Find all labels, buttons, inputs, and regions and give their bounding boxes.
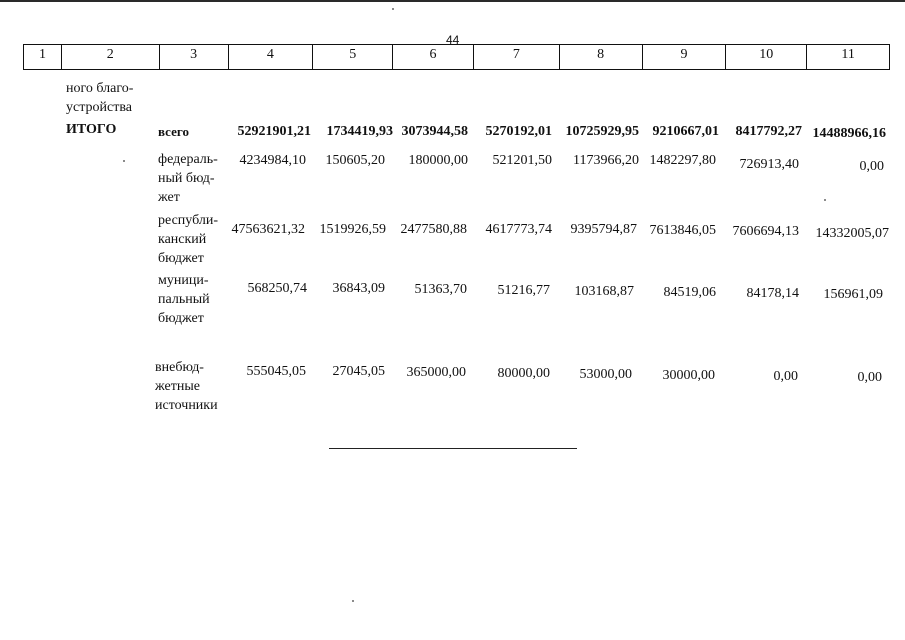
cell-republican-col8: 9395794,87 bbox=[570, 222, 637, 237]
cell-extrabudgetary-col4: 555045,05 bbox=[246, 364, 306, 379]
cell-extrabudgetary-col9: 30000,00 bbox=[662, 368, 715, 383]
cell-municipal-col9: 84519,06 bbox=[663, 285, 716, 300]
cell-federal-col5: 150605,20 bbox=[325, 153, 385, 168]
cell-extrabudgetary-col6: 365000,00 bbox=[406, 365, 466, 380]
cell-total-col7: 5270192,01 bbox=[485, 124, 552, 139]
row-label-republican: республи- канский бюджет bbox=[158, 213, 218, 266]
cell-federal-col10: 726913,40 bbox=[739, 157, 799, 172]
header-col-4: 4 bbox=[228, 45, 313, 69]
cell-federal-col8: 1173966,20 bbox=[573, 153, 639, 168]
cell-total-col10: 8417792,27 bbox=[735, 124, 802, 139]
cell-municipal-col10: 84178,14 bbox=[746, 286, 799, 301]
cell-total-col8: 10725929,95 bbox=[565, 124, 639, 139]
cell-republican-col5: 1519926,59 bbox=[319, 222, 386, 237]
cell-federal-col11: 0,00 bbox=[859, 159, 884, 174]
cell-extrabudgetary-col10: 0,00 bbox=[773, 369, 798, 384]
header-col-9: 9 bbox=[642, 45, 726, 69]
header-col-5: 5 bbox=[312, 45, 392, 69]
column-number-header bbox=[23, 44, 890, 70]
cell-republican-col6: 2477580,88 bbox=[400, 222, 467, 237]
cell-federal-col9: 1482297,80 bbox=[649, 153, 716, 168]
cell-republican-col7: 4617773,74 bbox=[485, 222, 552, 237]
cell-municipal-col4: 568250,74 bbox=[247, 281, 307, 296]
cell-federal-col6: 180000,00 bbox=[408, 153, 468, 168]
cell-municipal-col7: 51216,77 bbox=[497, 283, 550, 298]
cell-total-col11: 14488966,16 bbox=[812, 126, 886, 141]
header-col-7: 7 bbox=[473, 45, 559, 69]
header-col-6: 6 bbox=[392, 45, 473, 69]
cell-extrabudgetary-col11: 0,00 bbox=[857, 370, 882, 385]
cell-republican-col10: 7606694,13 bbox=[732, 224, 799, 239]
row-label-municipal: муници- пальный бюджет bbox=[158, 273, 210, 326]
header-col-1: 1 bbox=[38, 47, 46, 62]
cell-municipal-col8: 103168,87 bbox=[574, 284, 634, 299]
header-col-10: 10 bbox=[725, 45, 806, 69]
scan-speck bbox=[123, 160, 125, 162]
cell-republican-col11: 14332005,07 bbox=[815, 226, 889, 241]
scan-speck bbox=[352, 600, 354, 602]
cell-extrabudgetary-col5: 27045,05 bbox=[332, 364, 385, 379]
cell-municipal-col11: 156961,09 bbox=[823, 287, 883, 302]
header-col-8: 8 bbox=[559, 45, 642, 69]
header-col-2: 2 bbox=[61, 45, 159, 69]
cell-extrabudgetary-col8: 53000,00 bbox=[579, 367, 632, 382]
page-number: 44 bbox=[446, 33, 460, 47]
scan-speck bbox=[824, 199, 826, 201]
scan-speck bbox=[392, 8, 394, 10]
row-label-extrabudgetary: внебюд- жетные источники bbox=[155, 360, 218, 413]
cell-total-col9: 9210667,01 bbox=[652, 124, 719, 139]
continuation-label: ного благо- устройства bbox=[66, 81, 134, 115]
cell-extrabudgetary-col7: 80000,00 bbox=[497, 366, 550, 381]
header-col-3: 3 bbox=[159, 45, 228, 69]
cell-republican-col4: 47563621,32 bbox=[231, 222, 305, 237]
cell-municipal-col5: 36843,09 bbox=[332, 281, 385, 296]
cell-republican-col9: 7613846,05 bbox=[649, 223, 716, 238]
cell-federal-col7: 521201,50 bbox=[492, 153, 552, 168]
cell-municipal-col6: 51363,70 bbox=[414, 282, 467, 297]
cell-total-col4: 52921901,21 bbox=[237, 124, 311, 139]
closing-rule bbox=[329, 448, 577, 449]
cell-federal-col4: 4234984,10 bbox=[239, 153, 306, 168]
total-label: ИТОГО bbox=[66, 122, 117, 137]
page-top-edge bbox=[0, 0, 905, 2]
header-col-11: 11 bbox=[806, 45, 889, 69]
cell-total-col6: 3073944,58 bbox=[401, 124, 468, 139]
row-label-total: всего bbox=[158, 124, 189, 139]
cell-total-col5: 1734419,93 bbox=[326, 124, 393, 139]
row-label-federal: федераль- ный бюд- жет bbox=[158, 152, 218, 205]
